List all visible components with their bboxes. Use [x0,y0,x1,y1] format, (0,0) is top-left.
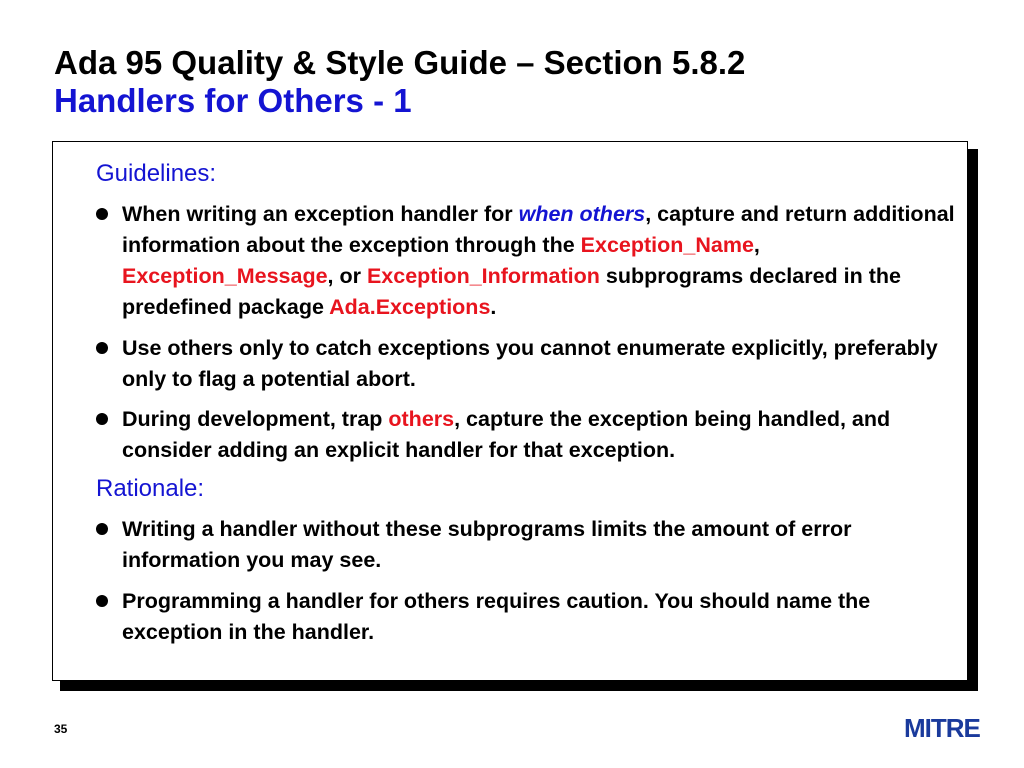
guideline-text-3 [122,404,962,466]
text-segment: . [490,295,497,319]
guidelines-heading: Guidelines: [96,160,217,187]
bullet-icon [96,595,108,607]
page-number: 35 [54,722,68,736]
mitre-logo-text: MITRE [904,713,980,742]
text-segment: subprograms declared in the predefined package [122,264,901,319]
rationale-text-2 [122,586,962,648]
guideline-text-1 [122,199,962,323]
text-segment: Writing a handler without these subprograms limits the amount of error information you may see. [122,517,852,572]
bullet-icon [96,523,108,535]
text-segment: When writing an exception handler for [122,202,519,226]
rationale-heading: Rationale: [96,475,205,502]
guideline-text-2 [122,333,962,395]
text-segment: Programming a handler for others requires caution. You should name the exception in the handler. [122,589,871,644]
bullet-icon [96,413,108,425]
text-segment: others [388,407,455,431]
text-segment: Ada.Exceptions [329,295,491,319]
text-segment: Exception_Name [580,233,754,257]
text-segment: , [753,233,760,257]
text-segment: , or [327,264,367,288]
slide-title [54,44,745,120]
text-segment: , capture and return additional information about the exception through the [122,202,955,257]
title-subtitle: Handlers for Others - 1 [54,82,412,119]
rationale-text-1 [122,514,962,576]
text-segment: Use others only to catch exceptions you cannot enumerate explicitly, preferably only to flag a potential abort. [122,336,938,391]
text-segment: Exception_Information [366,264,600,288]
mitre-logo [902,712,982,742]
title-main: Ada 95 Quality & Style Guide – Section 5.8.2 [54,44,746,81]
text-segment: During development, trap [122,407,389,431]
text-segment: Exception_Message [122,264,328,288]
bullet-icon [96,208,108,220]
bullet-icon [96,342,108,354]
text-segment: when others [518,202,646,226]
text-segment: , capture the exception being handled, and consider adding an explicit handler for that exception. [122,407,891,462]
